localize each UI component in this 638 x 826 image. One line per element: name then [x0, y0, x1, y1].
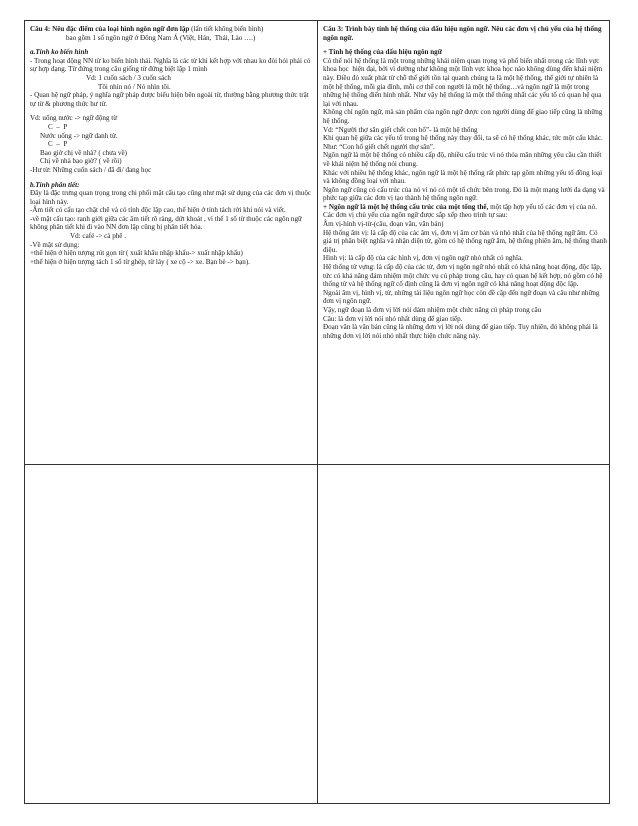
section-b-example: Vd: café -> cà phê . — [70, 232, 126, 241]
section-b-para-3: -về mặt cấu tạo: ranh giới giữa các âm tiết rõ ràng, dứt khoát , vì thế 1 số từ thuộc các ngôn ngữ không phân tiết khi đi vào NN đơn lập cũng bị phân tiết hóa. — [30, 214, 304, 232]
section-a-para-2: - Quan hệ ngữ pháp, ý nghĩa ngữ pháp được biểu hiện bên ngoài từ, thường bằng phương thức trật tự từ & phương thức hư từ. — [30, 91, 311, 108]
section-b-para-2: -Âm tiết có cấu tạo chặt chẽ và có tính độc lập cao, thể hiện ở tính tách rời khi nói và viết. — [30, 206, 286, 215]
cell-empty-bottom-left — [30, 469, 313, 799]
section-a-cp-1: C – P — [48, 122, 68, 131]
section-a-question-2: Chị về nhà bao giờ? ( về rồi) — [40, 157, 122, 166]
section-a-question-1: Bao giờ chị về nhà? ( chưa về) — [40, 148, 127, 157]
question-3-para-2: Không chỉ ngôn ngữ, mà sản phẩm của ngôn ngữ được con người dùng để giao tiếp cũng là những hệ thống. — [323, 108, 605, 125]
document-table — [24, 20, 610, 804]
question-3-para-17: Đoạn văn là văn bản cũng là những đơn vị lời nói dùng để giao tiếp. Tuy nhiên, đó không phải là những đơn vị lời nói nhỏ nhất thực hiện chức năng này. — [323, 323, 600, 340]
section-a-heading: a.Tính ko biến hình — [30, 48, 89, 57]
column-divider — [317, 21, 318, 803]
cell-empty-bottom-right — [323, 469, 607, 799]
section-b-para-5: +thể hiện ở hiện tượng rút gọn từ ( xuất khẩu nhập khẩu-> xuất nhập khẩu) — [30, 249, 243, 258]
section-a-example-2: Tôi nhìn nó / Nó nhìn tôi. — [98, 82, 171, 91]
question-3-para-8: Ngôn ngữ cũng có cấu trúc của nó vì nó có một tổ chức bên trong. Đó là một mạng lưới đa dạng và phức tạp giữa các đơn vị tạo thành hệ thống ngôn ngữ. — [323, 185, 607, 203]
section-a-vd-1: Vd: uống nước -> ngữ động từ — [30, 114, 118, 123]
question-3-para-4: Khi quan hệ giữa các yếu tố trong hệ thống này thay đổi, ta sẽ có hệ thống khác, tức một cấu khác. — [323, 134, 603, 143]
question-3-para-10: Âm vị-hình vị-từ-(câu, đoạn văn, văn bản) — [323, 220, 444, 229]
question-3-para-1: Có thể nói hệ thống là một trong những khái niệm quan trọng và phổ biến nhất trong các lĩnh vực khoa học hiện đại, bởi vì dường như không một lĩnh vực khoa học nào không dùng đến khái niệm này. Điều đó xuất phát từ chỗ thế giới tồn tại quanh chúng ta là một hệ thống, thế giới tự nhiên là một hệ thống, mỗi gia đình, mỗi cơ thể con người là một hệ thống…và ngôn ngữ là một trong những hệ thống điển hình nhất. Như vậy hệ thống là một thể thống nhất các yếu tố có quan hệ qua lại với nhau. — [323, 56, 605, 108]
question-4-subtitle: bao gồm 1 số ngôn ngữ ở Đông Nam Á (Việt, Hán, Thái, Lào ….) — [66, 33, 256, 42]
section-a-para-1: - Trong hoạt động NN từ ko biến hình thái. Nghĩa là các từ khi kết hợp với nhau ko đòi hỏi phải có sự hợp dạng. Từ đứng trong câu giống từ đứng biệt lập 1 mình — [30, 56, 313, 74]
question-3-para-15: Vậy, ngữ đoạn là đơn vị lời nói đảm nhiệm một chức năng cú pháp trong câu — [323, 306, 542, 314]
cell-question-4 — [30, 25, 313, 266]
section-a-cp-2: C – P — [48, 140, 68, 149]
section-b-para-6: +thể hiện ở hiện tượng tách 1 số từ ghép, từ láy ( xe cộ -> xe. Bạn bè -> bạn). — [30, 257, 250, 266]
question-3-para-11: Hệ thống âm vị: là cấp độ của các âm vị, đơn vị âm cơ bản và nhỏ nhất của hệ thống ngữ âm. Có giá trị phân biệt nghĩa và nhận diện từ, gồm có hệ thống ngữ âm, hệ thống phiên âm, hệ thống thanh điệu. — [323, 228, 609, 254]
question-3-heading-1: + Tính hệ thống của dấu hiệu ngôn ngữ — [323, 48, 442, 57]
row-divider — [25, 464, 609, 465]
section-a-vd-2: Nước uống -> ngữ danh từ. — [40, 131, 118, 140]
question-3-para-5: Như: “Con hổ giết chết người thợ săn”. — [323, 142, 435, 151]
question-3-para-3: Vd: “Người thợ săn giết chết con hổ”- là một hệ thống — [323, 125, 478, 134]
section-b-para-1: Đây là đặc trưng quan trọng trong chi phối mặt cấu tạo cũng như mặt sử dụng của các đơn vị thuộc loại hình này. — [30, 189, 313, 206]
section-a-hu-tu: -Hư từ: Những cuốn sách / đã đi/ đang học — [30, 165, 152, 174]
cell-question-3 — [323, 25, 607, 340]
question-3-para-14: Ngoài âm vị, hình vị, từ, những tài liệu ngôn ngữ học còn đề cập đến ngữ đoạn và câu như những đơn vị ngôn ngữ. — [323, 288, 602, 306]
question-3-para-12: Hình vị: là cấp độ của các hình vị, đơn vị ngôn ngữ nhỏ nhất có nghĩa. — [323, 254, 523, 263]
question-3-para-13: Hệ thống từ vựng: là cấp độ của các từ, đơn vị ngôn ngữ nhỏ nhất có khả năng hoạt động, độc lập, tức có khả năng đảm nhiệm một chức vụ cú pháp trong câu, hay có quan hệ kết hợp, nó gồm có hệ thống từ và hệ thống ngữ cố định cũng là đơn vị ngôn ngữ có khả năng hoạt động độc lập. — [323, 263, 605, 289]
question-4-title: Câu 4: Nêu đặc điểm của loại hình ngôn ngữ đơn lập (lấn tiết không biến hình) — [30, 25, 264, 33]
question-3-para-6: Ngôn ngữ là một hệ thống có nhiều cấp độ, nhiều cấu trúc vì nó thỏa mãn những yêu cầu cần thiết về khái niệm hệ thống nói chung. — [323, 151, 604, 168]
section-b-para-4: -Về mặt sử dụng: — [30, 240, 80, 249]
question-3-para-16: Câu: là đơn vị lời nói nhỏ nhất dùng để giao tiếp. — [323, 314, 463, 323]
question-3-title: Câu 3: Trình bày tính hệ thống của dấu hiệu ngôn ngữ. Nêu các đơn vị chủ yếu của hệ thống ngôn ngữ. — [323, 25, 604, 42]
section-a-example-1: Vd: 1 cuốn sách / 3 cuốn sách — [86, 73, 171, 82]
question-3-para-9: + Ngôn ngữ là một hệ thống cấu trúc của một tổng thể, một tập hợp yếu tố các đơn vị của nó. Các đơn vị chủ yếu của ngôn ngữ được sắp xếp theo trình tự sau: — [323, 202, 599, 220]
question-3-para-7: Khác với nhiều hệ thống khác, ngôn ngữ là một hệ thống rất phức tạp gồm những yếu tố đồng loại và không đồng loại với nhau. — [323, 168, 604, 186]
section-b-heading: b.Tính phân tiết: — [30, 180, 80, 189]
